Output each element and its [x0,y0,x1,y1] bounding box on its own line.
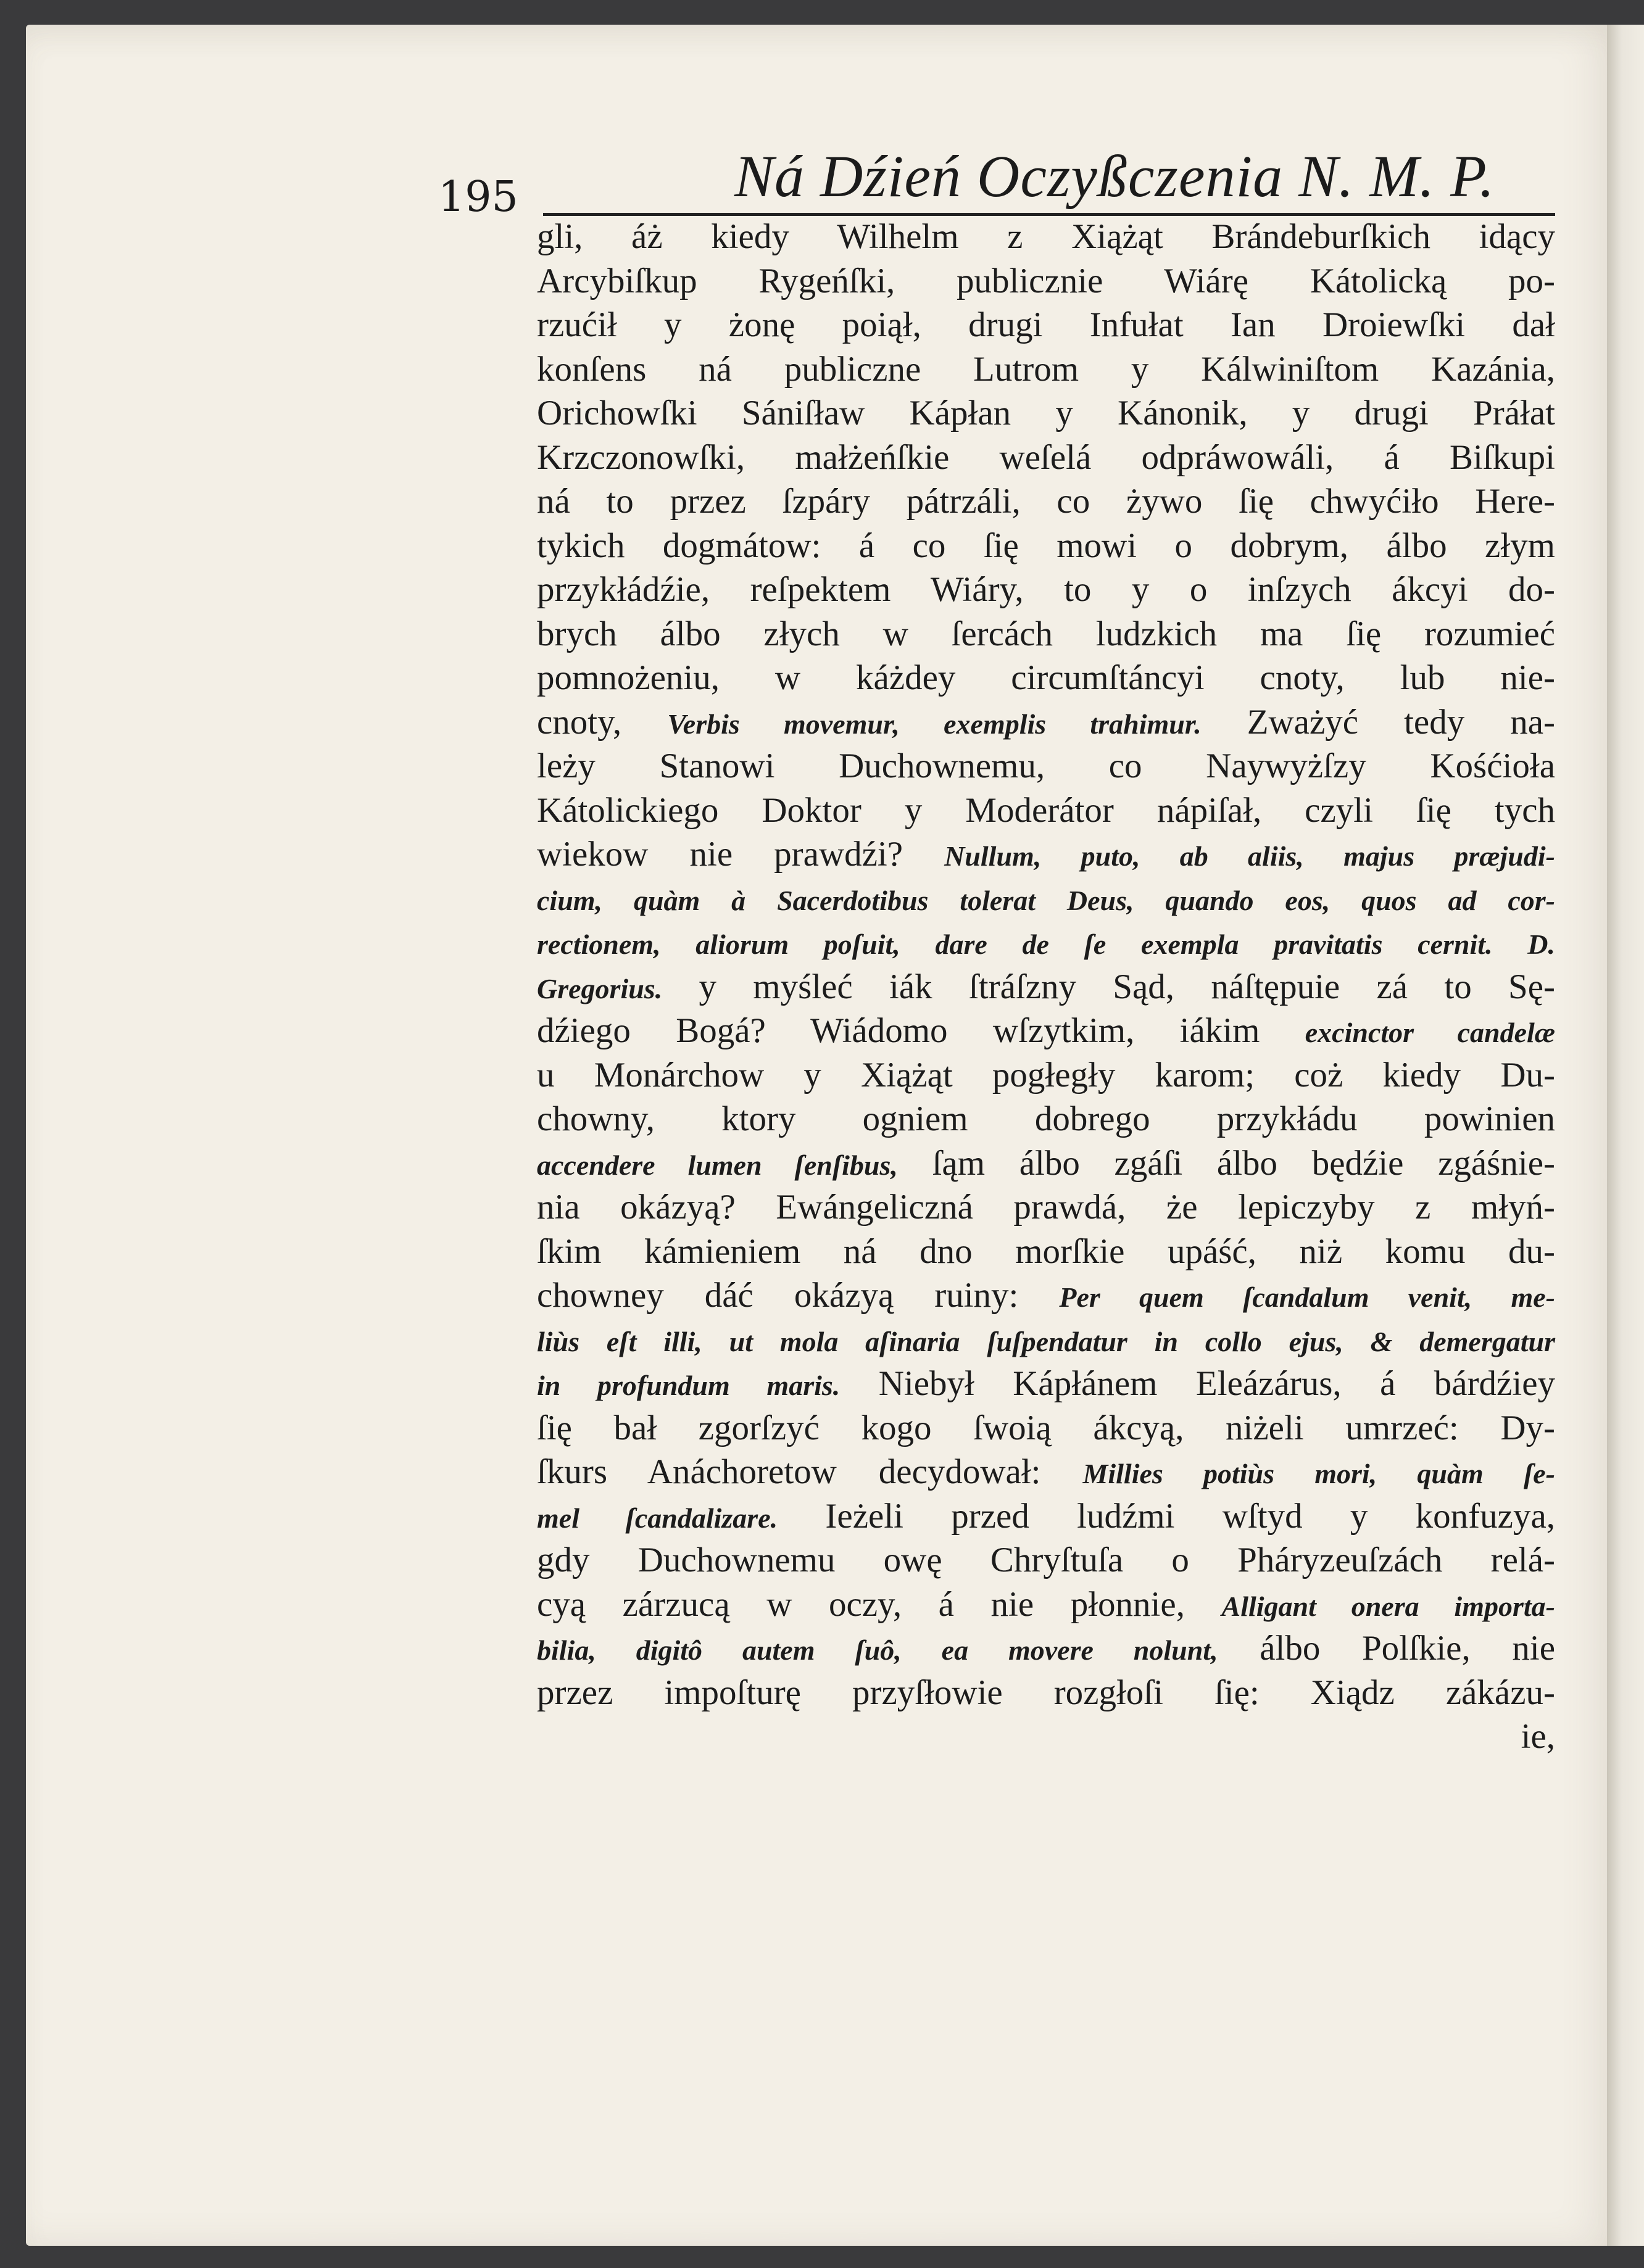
text-segment: Niebył Kápłánem Eleázárus, á bárdźiey [840,1364,1555,1403]
text-segment: cnoty, [537,702,668,742]
text-line [537,700,1555,745]
text-segment: cyą zárzucą w oczy, á nie płonnie, [537,1584,1222,1624]
text-line [537,347,1555,392]
latin-quote: bilia, digitô autem ſuô, ea movere nolunt, [537,1634,1218,1666]
text-segment: nia okázyą? Ewángeliczná prawdá, że lepiczyby z młyń- [537,1188,1555,1227]
text-line [537,568,1555,612]
text-segment: dźiego Bogá? Wiádomo wſzytkim, iákim [537,1011,1305,1050]
latin-quote: liùs eſt illi, ut mola aſinaria ſuſpendatur in collo ejus, & demergatur [537,1325,1555,1357]
text-segment: álbo Polſkie, nie [1218,1629,1555,1668]
text-segment: y myśleć iák ſtráſzny Sąd, náſtępuie zá to Sę- [662,967,1555,1006]
text-line [537,1494,1555,1539]
text-segment: gli, áż kiedy Wilhelm z Xiążąt Brándeburſkich idący [537,217,1555,256]
text-segment: leży Stanowi Duchownemu, co Naywyżſzy Kośćioła [537,747,1555,785]
text-segment: ſię bał zgorſzyć kogo ſwoią ákcyą, niżeli umrzeć: Dy- [537,1408,1555,1447]
text-line [537,1185,1555,1230]
text-line [537,744,1555,788]
text-segment: ie, [1521,1717,1555,1756]
text-line [537,1406,1555,1451]
text-line [537,1273,1555,1318]
latin-quote: Nullum, puto, ab aliis, majus præjudi- [944,840,1555,872]
text-line [537,921,1555,965]
text-line [537,436,1555,480]
text-line [537,1009,1555,1053]
facing-page-edge [1607,25,1644,2246]
text-line [537,656,1555,700]
text-line [537,1626,1555,1671]
text-segment: Ieżeli przed ludźmi wſtyd y konfuzya, [778,1496,1556,1536]
text-line [537,877,1555,921]
text-line [537,1230,1555,1274]
text-segment: Krzczonowſki, małżeńſkie weſelá odpráwowáli, á Biſkupi [537,437,1555,477]
text-segment: Orichowſki Sániſław Kápłan y Kánonik, y drugi Práłat [537,394,1555,432]
running-head: Ná Dźień Oczyßczenia N. M. P. [734,143,1495,209]
text-segment: ná to przez ſzpáry pátrzáli, co żywo ſię chwyćiło Here- [537,482,1555,521]
text-line [537,1583,1555,1627]
latin-quote: Verbis movemur, exemplis trahimur. [667,708,1202,740]
text-line [537,1053,1555,1098]
text-segment: Zważyć tedy na- [1201,702,1555,742]
text-segment: Arcybiſkup Rygeńſki, publicznie Wiárę Kátolicką po- [537,261,1555,300]
text-segment: przykłádźie, reſpektem Wiáry, to y o inſzych ákcyi do- [537,570,1555,609]
text-segment: chowney dáć okázyą ruiny: [537,1276,1060,1315]
latin-quote: Millies potiùs mori, quàm ſe- [1082,1458,1556,1489]
text-line [537,1538,1555,1583]
text-segment: konſens ná publiczne Lutrom y Kálwiniſtom Kazánia, [537,349,1555,389]
text-segment: chowny, ktory ogniem dobrego przykłádu powinien [537,1099,1555,1138]
latin-quote: excinctor candelæ [1305,1017,1555,1048]
text-line [537,259,1555,304]
text-line [537,524,1555,568]
text-line [537,1097,1555,1141]
text-line [537,391,1555,436]
text-line [537,788,1555,833]
text-segment: rzućił y żonę poiął, drugi Infułat Ian Droiewſki dał [537,305,1555,344]
latin-quote: accendere lumen ſenſibus, [537,1149,898,1181]
text-segment: u Monárchow y Xiążąt pogłegły karom; coż kiedy Du- [537,1055,1555,1095]
latin-quote: Per quem ſcandalum venit, me- [1059,1281,1555,1313]
latin-quote: Gregorius. [537,972,663,1004]
text-line [537,612,1555,656]
latin-quote: Alligant onera importa- [1221,1590,1555,1622]
text-line [537,1671,1555,1715]
body-text [537,215,1555,1759]
text-line [537,965,1555,1009]
text-line [537,1362,1555,1406]
text-segment: pomnożeniu, w káżdey circumſtáncyi cnoty, lub nie- [537,658,1555,697]
text-segment: ſąm álbo zgáſi álbo będźie zgáśnie- [897,1143,1555,1183]
latin-quote: in profundum maris. [537,1370,841,1401]
text-line [537,479,1555,524]
text-line [537,1141,1555,1186]
latin-quote: rectionem, aliorum poſuit, dare de ſe exempla pravitatis cernit. D. [537,929,1555,960]
text-segment: gdy Duchownemu owę Chryſtuſa o Pháryzeuſzách relá- [537,1541,1555,1579]
text-line [537,1450,1555,1494]
latin-quote: mel ſcandalizare. [537,1502,778,1534]
text-line [537,1715,1555,1759]
text-segment: ſkurs Anáchoretow decydował: [537,1452,1083,1491]
text-line [537,303,1555,347]
text-segment: brych álbo złych w ſercách ludzkich ma ſię rozumieć [537,614,1555,653]
text-line [537,215,1555,259]
page-number: 195 [438,173,518,221]
text-segment: Kátolickiego Doktor y Moderátor nápiſał, czyli ſię tych [537,790,1555,830]
text-segment: tykich dogmátow: á co ſię mowi o dobrym, álbo złym [537,526,1555,565]
latin-quote: cium, quàm à Sacerdotibus tolerat Deus, quando eos, quos ad cor- [537,884,1555,916]
text-segment: przez impoſturę przyſłowie rozgłoſi ſię: Xiądz zákázu- [537,1673,1555,1712]
text-line [537,1318,1555,1362]
text-segment: wiekow nie prawdźi? [537,835,945,874]
text-line [537,832,1555,877]
text-segment: ſkim kámieniem ná dno morſkie upáść, niż komu du- [537,1231,1555,1271]
